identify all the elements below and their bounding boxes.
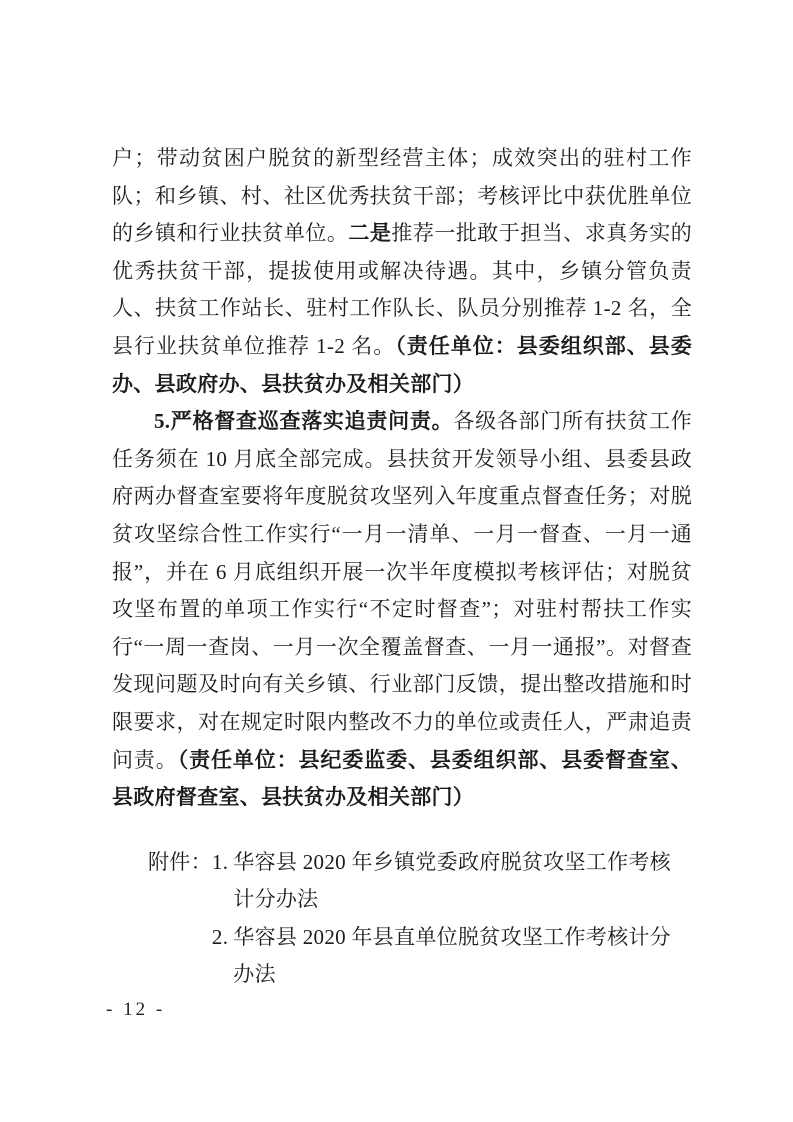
text-run: 户；带动贫困户脱贫的新型经营主体；成效突出的驻村工作队；和乡镇、村、社区优秀扶贫干部；考核评比中获优胜单位的乡镇和行业扶贫单位。: [112, 146, 692, 246]
text-run: （责任单位：县委组织部、县委办、县政府办、县扶贫办及相关部门）: [112, 333, 692, 396]
body-text: [112, 140, 692, 994]
attachment-item-line: 华容县 2020 年乡镇党委政府脱贫攻坚工作考核: [233, 849, 671, 874]
text-run: 二是: [348, 221, 392, 246]
attachment-item: [212, 844, 671, 919]
attachment-item-line: 华容县 2020 年县直单位脱贫攻坚工作考核计分: [233, 924, 671, 949]
attachment-block: [148, 844, 692, 994]
paragraph-continuation: [112, 140, 692, 403]
attachment-item-number: 1.: [211, 849, 229, 874]
attachment-item-text: [233, 919, 671, 994]
attachment-item-number: 2.: [211, 924, 229, 949]
text-run: （责任单位：县纪委监委、县委组织部、县委督查室、县政府督查室、县扶贫办及相关部门）: [112, 747, 692, 810]
text-run: 各级各部门所有扶贫工作任务须在 10 月底全部完成。县扶贫开发领导小组、县委县政府两办督查室要将年度脱贫攻坚列入年度重点督查任务；对脱贫攻坚综合性工作实行“一月一清单、一月一督查、一月一通报”，并在 6 月底组织开展一次半年度模拟考核评估；对脱贫攻坚布置的单项工作实行“不定时督查”；对驻村帮扶工作实行“一周一查岗、一月一次全覆盖督查、一月一通报”。对督查发现问题及时向有关乡镇、行业部门反馈，提出整改措施和时限要求，对在规定时限内整改不力的单位或责任人，严肃追责问责。: [112, 409, 692, 772]
attachment-item-line: 计分办法: [233, 887, 319, 912]
attachment-item-line: 办法: [233, 962, 276, 987]
text-run: 推荐一批敢于担当、求真务实的优秀扶贫干部，提拔使用或解决待遇。其中，乡镇分管负责人、扶贫工作站长、驻村工作队长、队员分别推荐 1-2 名，全县行业扶贫单位推荐 1-2 名。: [112, 221, 692, 358]
attachment-items: [212, 844, 671, 994]
page-number: - 12 -: [106, 999, 166, 1020]
paragraph-item-5: [112, 403, 692, 817]
attachment-item: [212, 919, 671, 994]
attachment-label: 附件：: [148, 849, 212, 874]
text-run: 5.严格督查巡查落实追责问责。: [154, 409, 454, 434]
attachment-item-text: [233, 844, 671, 919]
